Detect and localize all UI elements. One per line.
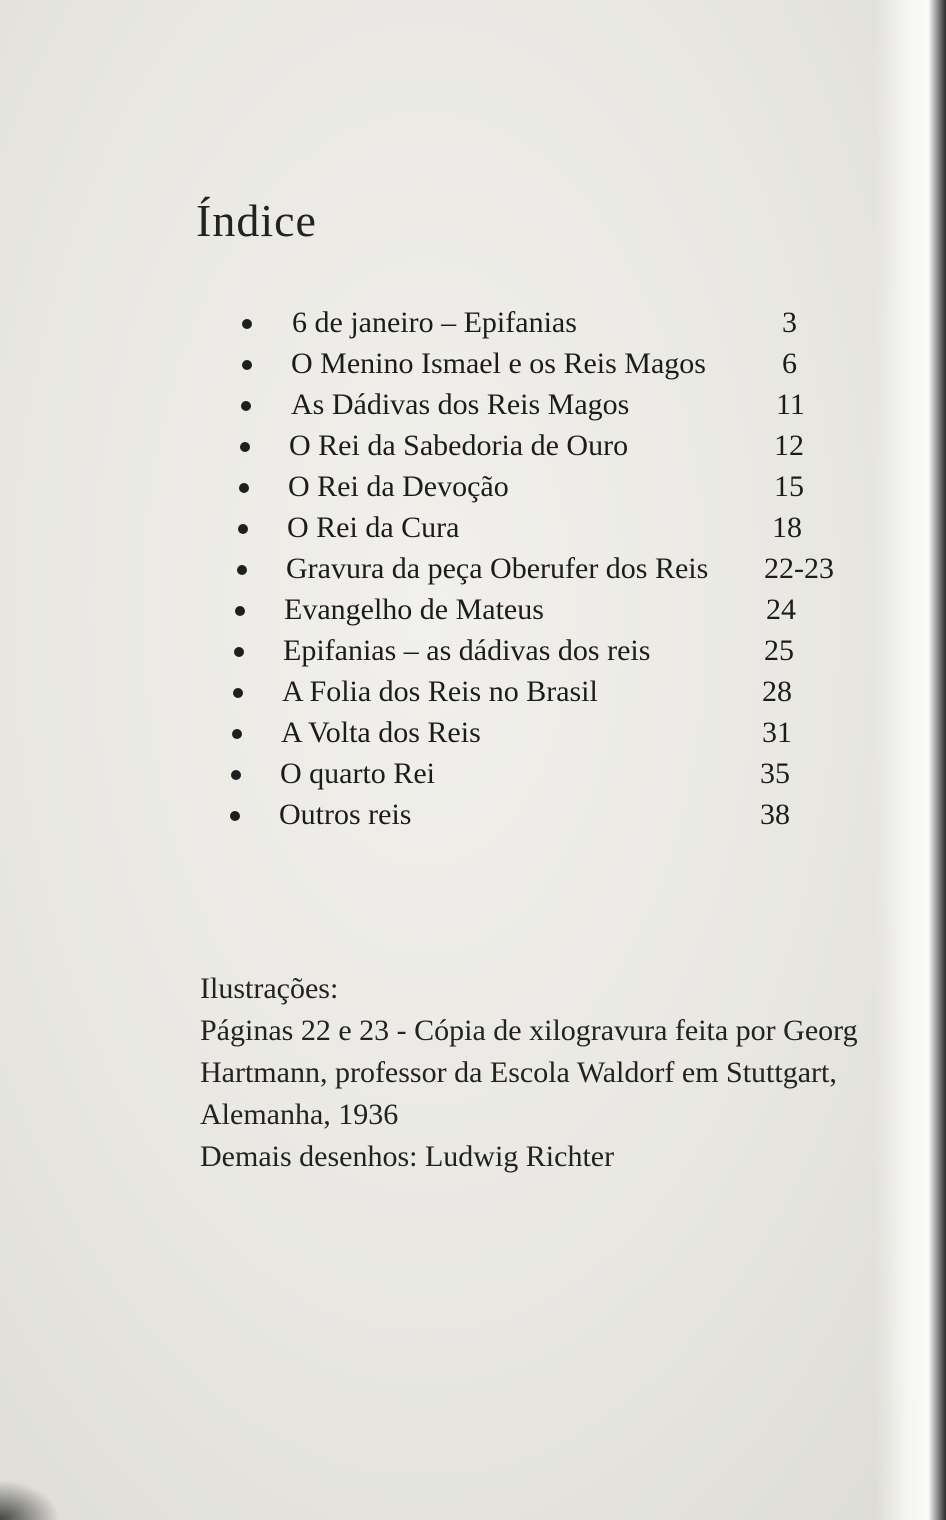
toc-entry-title: Gravura da peça Oberufer dos Reis bbox=[286, 552, 709, 585]
toc-entry bbox=[230, 589, 850, 630]
toc-entry bbox=[230, 794, 850, 835]
toc-entry-page: 38 bbox=[760, 798, 790, 831]
toc-entry bbox=[230, 712, 850, 753]
toc-entry bbox=[230, 548, 850, 589]
toc-entry bbox=[230, 302, 850, 343]
toc-entry-title: O Rei da Devoção bbox=[288, 470, 509, 503]
toc-entry bbox=[230, 384, 850, 425]
toc-entry bbox=[230, 343, 850, 384]
toc-entry-page: 22-23 bbox=[764, 552, 834, 585]
illustrations-line: Páginas 22 e 23 - Cópia de xilogravura feita por Georg bbox=[200, 1014, 858, 1047]
toc-entry-title: Outros reis bbox=[279, 798, 412, 831]
toc-entry-title: Epifanias – as dádivas dos reis bbox=[283, 634, 651, 667]
toc-entry-page: 18 bbox=[772, 511, 802, 544]
illustrations-note bbox=[200, 968, 920, 1178]
toc-entry-page: 12 bbox=[774, 429, 804, 462]
bullet-icon bbox=[242, 360, 252, 370]
toc-entry-page: 6 bbox=[782, 347, 797, 380]
toc-entry-title: O Rei da Sabedoria de Ouro bbox=[289, 429, 629, 462]
illustrations-line: Hartmann, professor da Escola Waldorf em Stuttgart, bbox=[200, 1056, 837, 1089]
bullet-icon bbox=[242, 319, 252, 329]
toc-entry-page: 11 bbox=[776, 388, 805, 421]
bullet-icon bbox=[238, 524, 248, 534]
toc-entry-page: 35 bbox=[760, 757, 790, 790]
toc-entry-title: O Menino Ismael e os Reis Magos bbox=[291, 347, 706, 380]
toc-entry-page: 25 bbox=[764, 634, 794, 667]
toc-entry-page: 3 bbox=[782, 306, 797, 339]
bullet-icon bbox=[232, 729, 242, 739]
illustrations-line: Alemanha, 1936 bbox=[200, 1098, 399, 1131]
toc-entry-title: Evangelho de Mateus bbox=[284, 593, 544, 626]
bullet-icon bbox=[239, 483, 249, 493]
page-edge-shadow bbox=[876, 0, 946, 1520]
toc-entry-page: 31 bbox=[762, 716, 792, 749]
bullet-icon bbox=[235, 606, 245, 616]
toc-entry bbox=[230, 630, 850, 671]
bullet-icon bbox=[233, 688, 243, 698]
toc-entry bbox=[230, 507, 850, 548]
illustrations-label: Ilustrações: bbox=[200, 972, 339, 1005]
bullet-icon bbox=[234, 647, 244, 657]
bullet-icon bbox=[237, 565, 247, 575]
toc-entry-title: O quarto Rei bbox=[280, 757, 435, 790]
toc-entry-page: 28 bbox=[762, 675, 792, 708]
bullet-icon bbox=[241, 401, 251, 411]
illustrations-line: Demais desenhos: Ludwig Richter bbox=[200, 1140, 615, 1173]
toc-entry bbox=[230, 466, 850, 507]
toc-entry-title: 6 de janeiro – Epifanias bbox=[292, 306, 577, 339]
toc-entry-title: O Rei da Cura bbox=[287, 511, 460, 544]
bullet-icon bbox=[240, 442, 250, 452]
toc-entry-page: 24 bbox=[766, 593, 796, 626]
toc-entry bbox=[230, 753, 850, 794]
toc-entry-title: A Volta dos Reis bbox=[281, 716, 481, 749]
bullet-icon bbox=[231, 770, 241, 780]
page-title: Índice bbox=[196, 195, 317, 246]
corner-shadow bbox=[0, 1480, 60, 1520]
toc-entry bbox=[230, 425, 850, 466]
toc-entry-title: A Folia dos Reis no Brasil bbox=[282, 675, 598, 708]
bullet-icon bbox=[230, 811, 240, 821]
table-of-contents bbox=[230, 302, 850, 835]
toc-entry-page: 15 bbox=[774, 470, 804, 503]
toc-entry-title: As Dádivas dos Reis Magos bbox=[291, 388, 630, 421]
toc-entry bbox=[230, 671, 850, 712]
